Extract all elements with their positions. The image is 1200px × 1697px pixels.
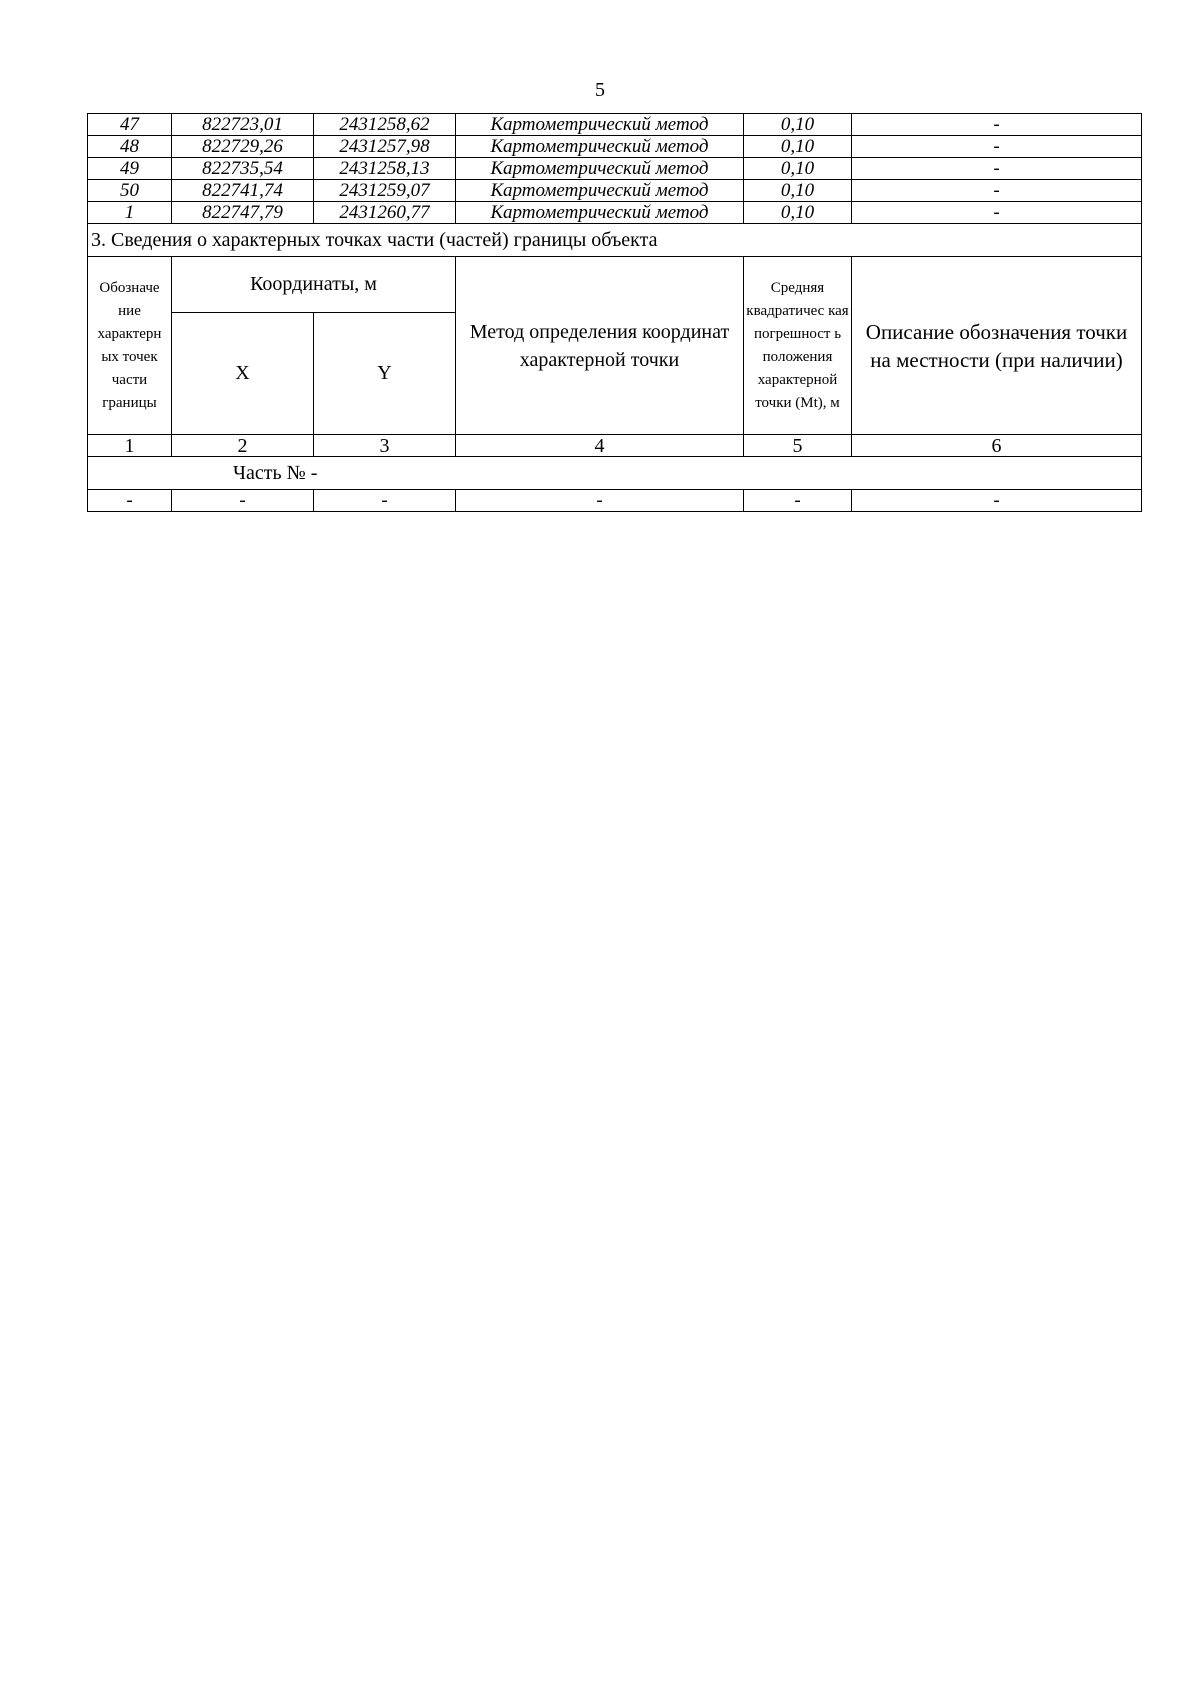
x-coordinate-cell: 822735,54 [172,158,314,180]
section-title-row [88,224,1142,257]
method-cell: Картометрический метод [456,136,744,158]
table-row [88,136,1142,158]
y-coordinate-cell: 2431257,98 [314,136,456,158]
mt-header: Средняя квадратичес кая погрешност ь положения характерной точки (Mt), м [744,257,852,435]
coordinates-header: Координаты, м [172,257,456,313]
mt-cell: 0,10 [744,180,852,202]
empty-cell: - [456,490,744,512]
description-header: Описание обозначения точки на местности (при наличии) [852,257,1142,435]
y-coordinate-cell: 2431258,13 [314,158,456,180]
x-coordinate-cell: 822729,26 [172,136,314,158]
point-number-cell: 48 [88,136,172,158]
empty-cell: - [744,490,852,512]
designation-header: Обозначе ние характерн ых точек части границы [88,257,172,435]
empty-cell: - [88,490,172,512]
characteristic-points-table [87,113,1142,512]
point-number-cell: 49 [88,158,172,180]
mt-cell: 0,10 [744,136,852,158]
method-cell: Картометрический метод [456,180,744,202]
mt-cell: 0,10 [744,158,852,180]
x-coordinate-cell: 822741,74 [172,180,314,202]
header-row [88,257,1142,313]
column-number: 4 [456,435,744,457]
point-number-cell: 50 [88,180,172,202]
empty-cell: - [852,490,1142,512]
x-coordinate-cell: 822747,79 [172,202,314,224]
description-cell: - [852,136,1142,158]
method-cell: Картометрический метод [456,114,744,136]
y-header: Y [314,313,456,435]
method-header: Метод определения координат характерной точки [456,257,744,435]
point-number-cell: 47 [88,114,172,136]
mt-cell: 0,10 [744,114,852,136]
y-coordinate-cell: 2431259,07 [314,180,456,202]
x-coordinate-cell: 822723,01 [172,114,314,136]
empty-cell: - [172,490,314,512]
part-label: Часть № - [233,461,318,484]
x-header: X [172,313,314,435]
section-title: 3. Сведения о характерных точках части (частей) границы объекта [88,224,1142,257]
column-number: 5 [744,435,852,457]
empty-cell: - [314,490,456,512]
table-row [88,180,1142,202]
part-row [88,457,1142,490]
method-cell: Картометрический метод [456,202,744,224]
description-cell: - [852,114,1142,136]
mt-cell: 0,10 [744,202,852,224]
table-row [88,490,1142,512]
column-number: 3 [314,435,456,457]
description-cell: - [852,158,1142,180]
table-row [88,202,1142,224]
y-coordinate-cell: 2431258,62 [314,114,456,136]
y-coordinate-cell: 2431260,77 [314,202,456,224]
part-cell [88,457,1142,490]
column-number: 1 [88,435,172,457]
table-row [88,114,1142,136]
point-number-cell: 1 [88,202,172,224]
description-cell: - [852,202,1142,224]
column-numbers-row [88,435,1142,457]
description-cell: - [852,180,1142,202]
table-row [88,158,1142,180]
page-number: 5 [595,79,605,101]
method-cell: Картометрический метод [456,158,744,180]
column-number: 2 [172,435,314,457]
column-number: 6 [852,435,1142,457]
